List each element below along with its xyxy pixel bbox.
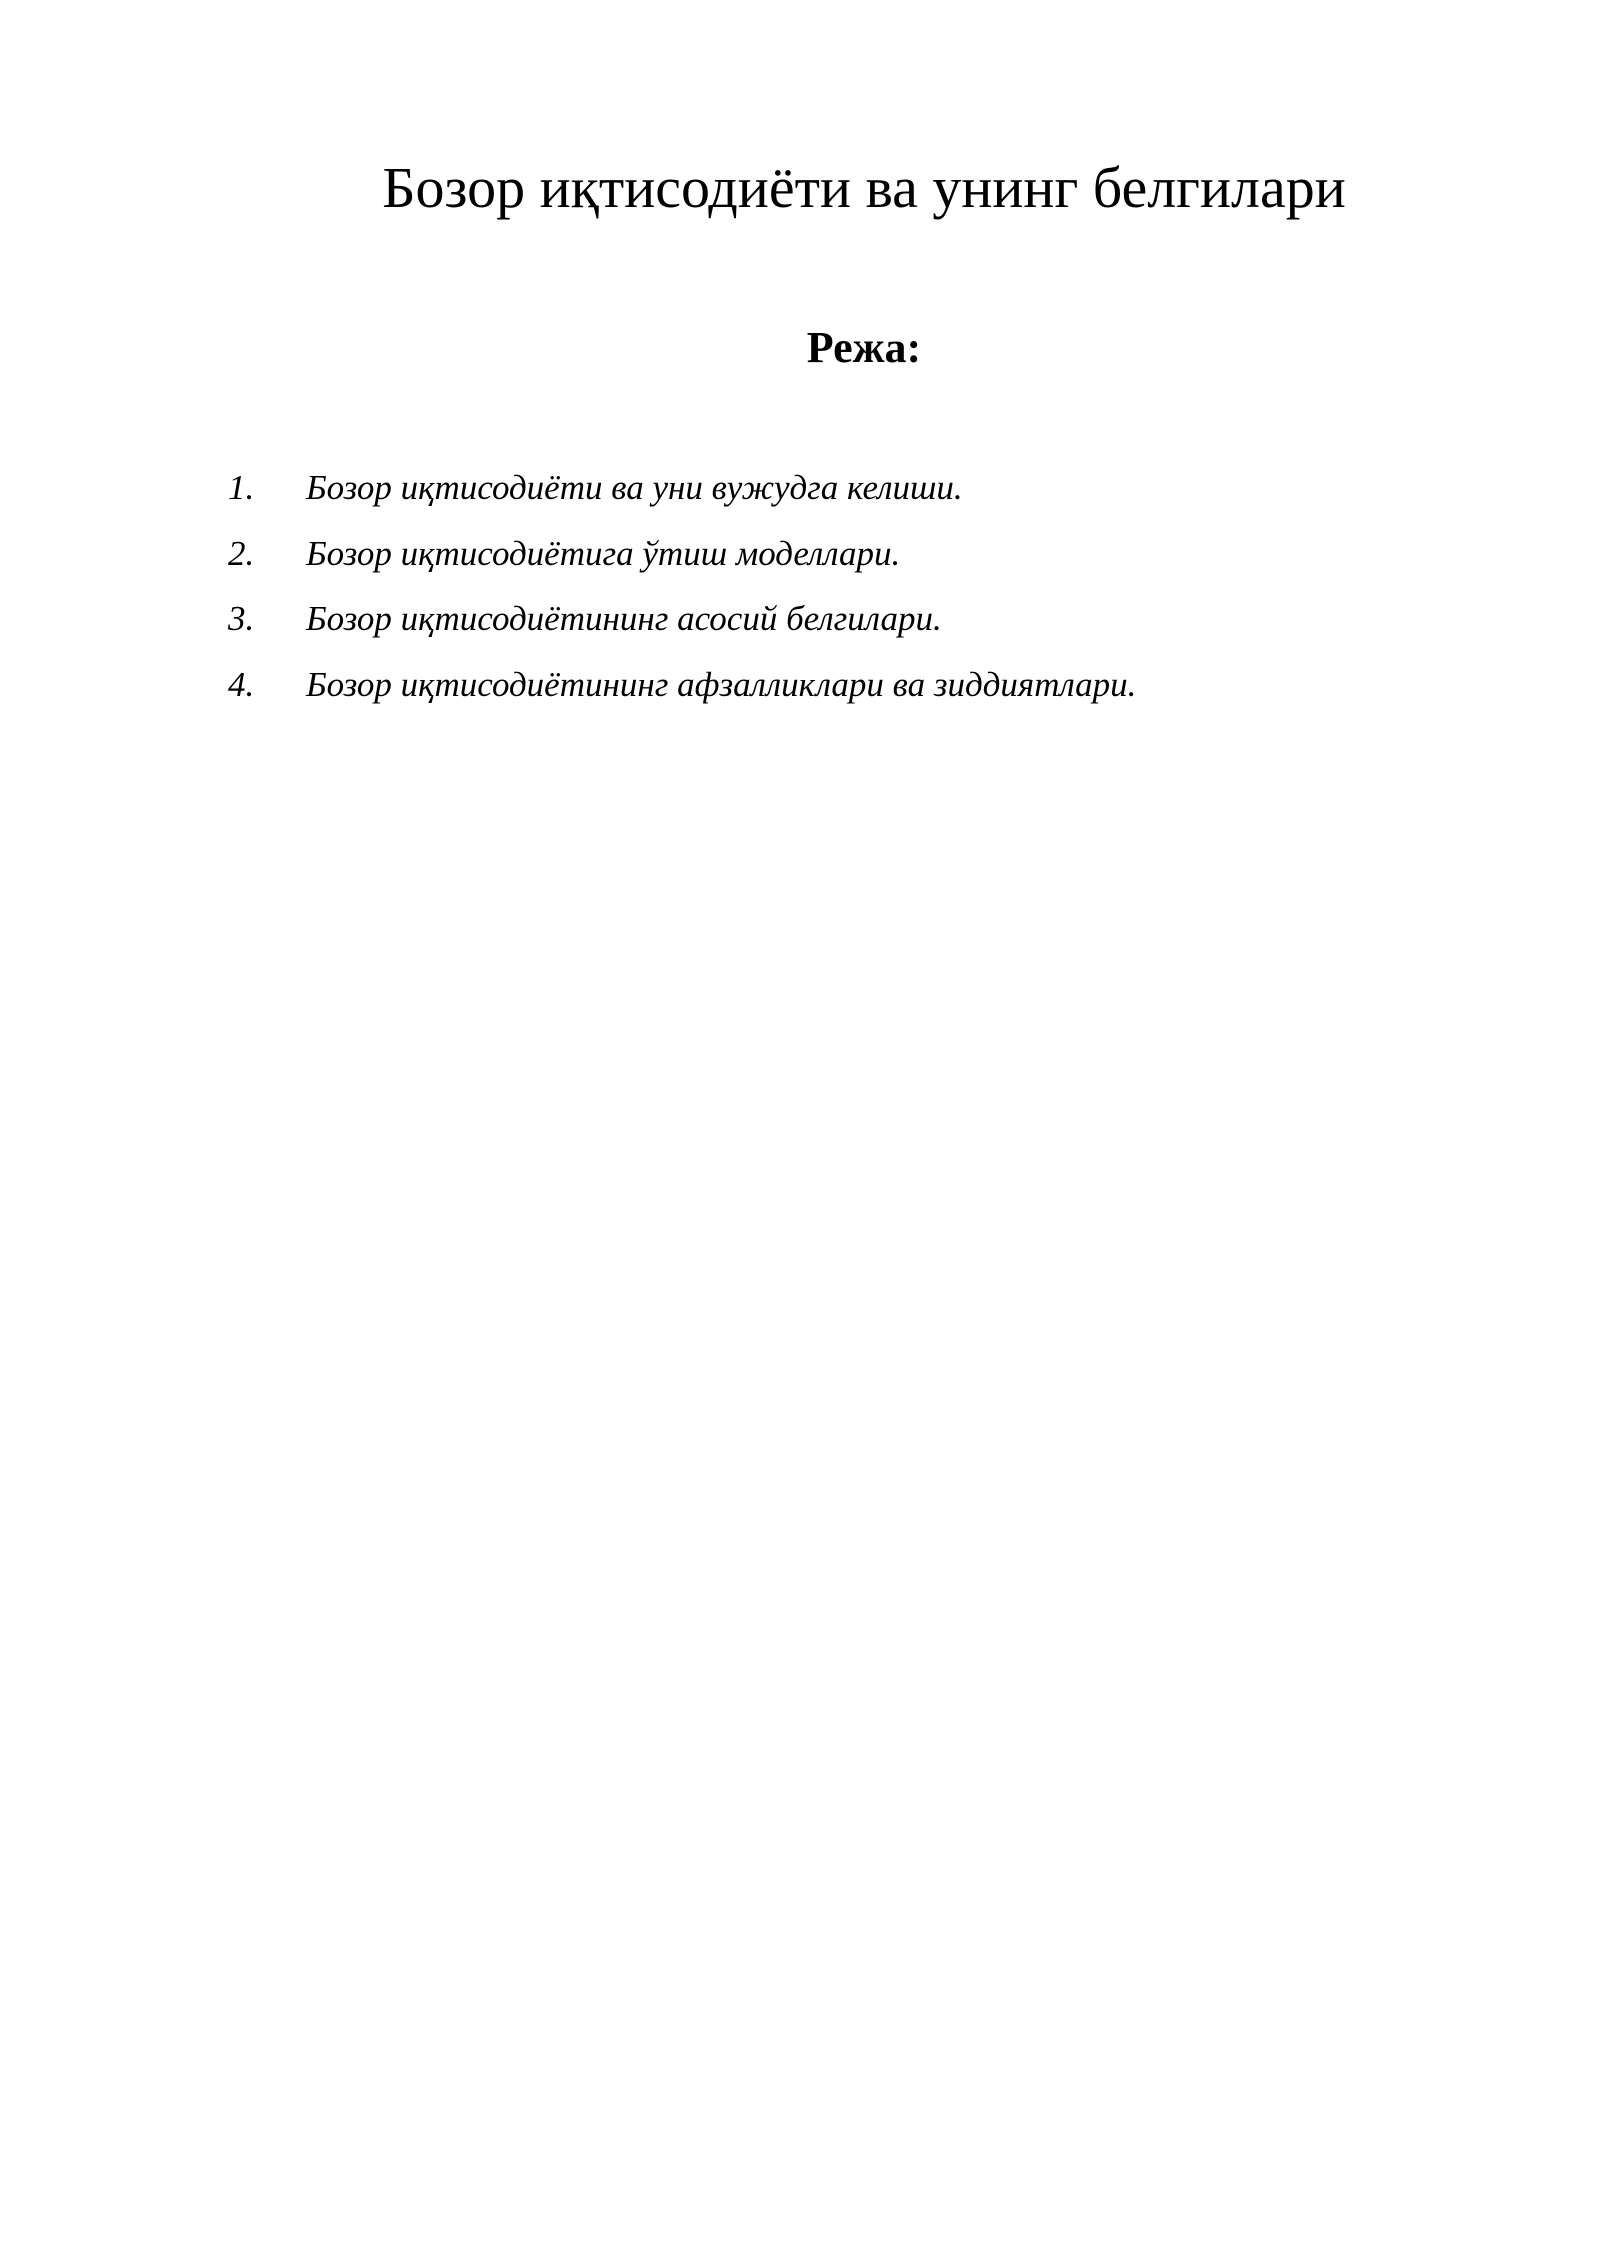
- plan-item-text: Бозор иқтисодиёти ва уни вужудга келиши.: [306, 468, 963, 507]
- plan-item-1: [0, 466, 1600, 532]
- plan-item-text: Бозор иқтисодиётига ўтиш моделлари.: [306, 533, 901, 573]
- plan-item-2: [0, 532, 1600, 598]
- plan-heading: Режа:: [806, 323, 922, 372]
- plan-item-3: [0, 597, 1600, 663]
- plan-list: [0, 466, 1600, 728]
- plan-item-number: 4.: [228, 664, 255, 704]
- plan-item-number: 1.: [228, 468, 255, 507]
- document-title: Бозор иқтисодиёти ва унинг белгилари: [382, 155, 1346, 220]
- plan-item-text: Бозор иқтисодиётининг асосий белгилари.: [306, 599, 942, 638]
- plan-item-number: 3.: [228, 599, 255, 638]
- plan-item-number: 2.: [228, 533, 255, 573]
- plan-item-4: [0, 663, 1600, 729]
- plan-item-text: Бозор иқтисодиётининг афзалликлари ва зиддиятлари.: [306, 664, 1137, 704]
